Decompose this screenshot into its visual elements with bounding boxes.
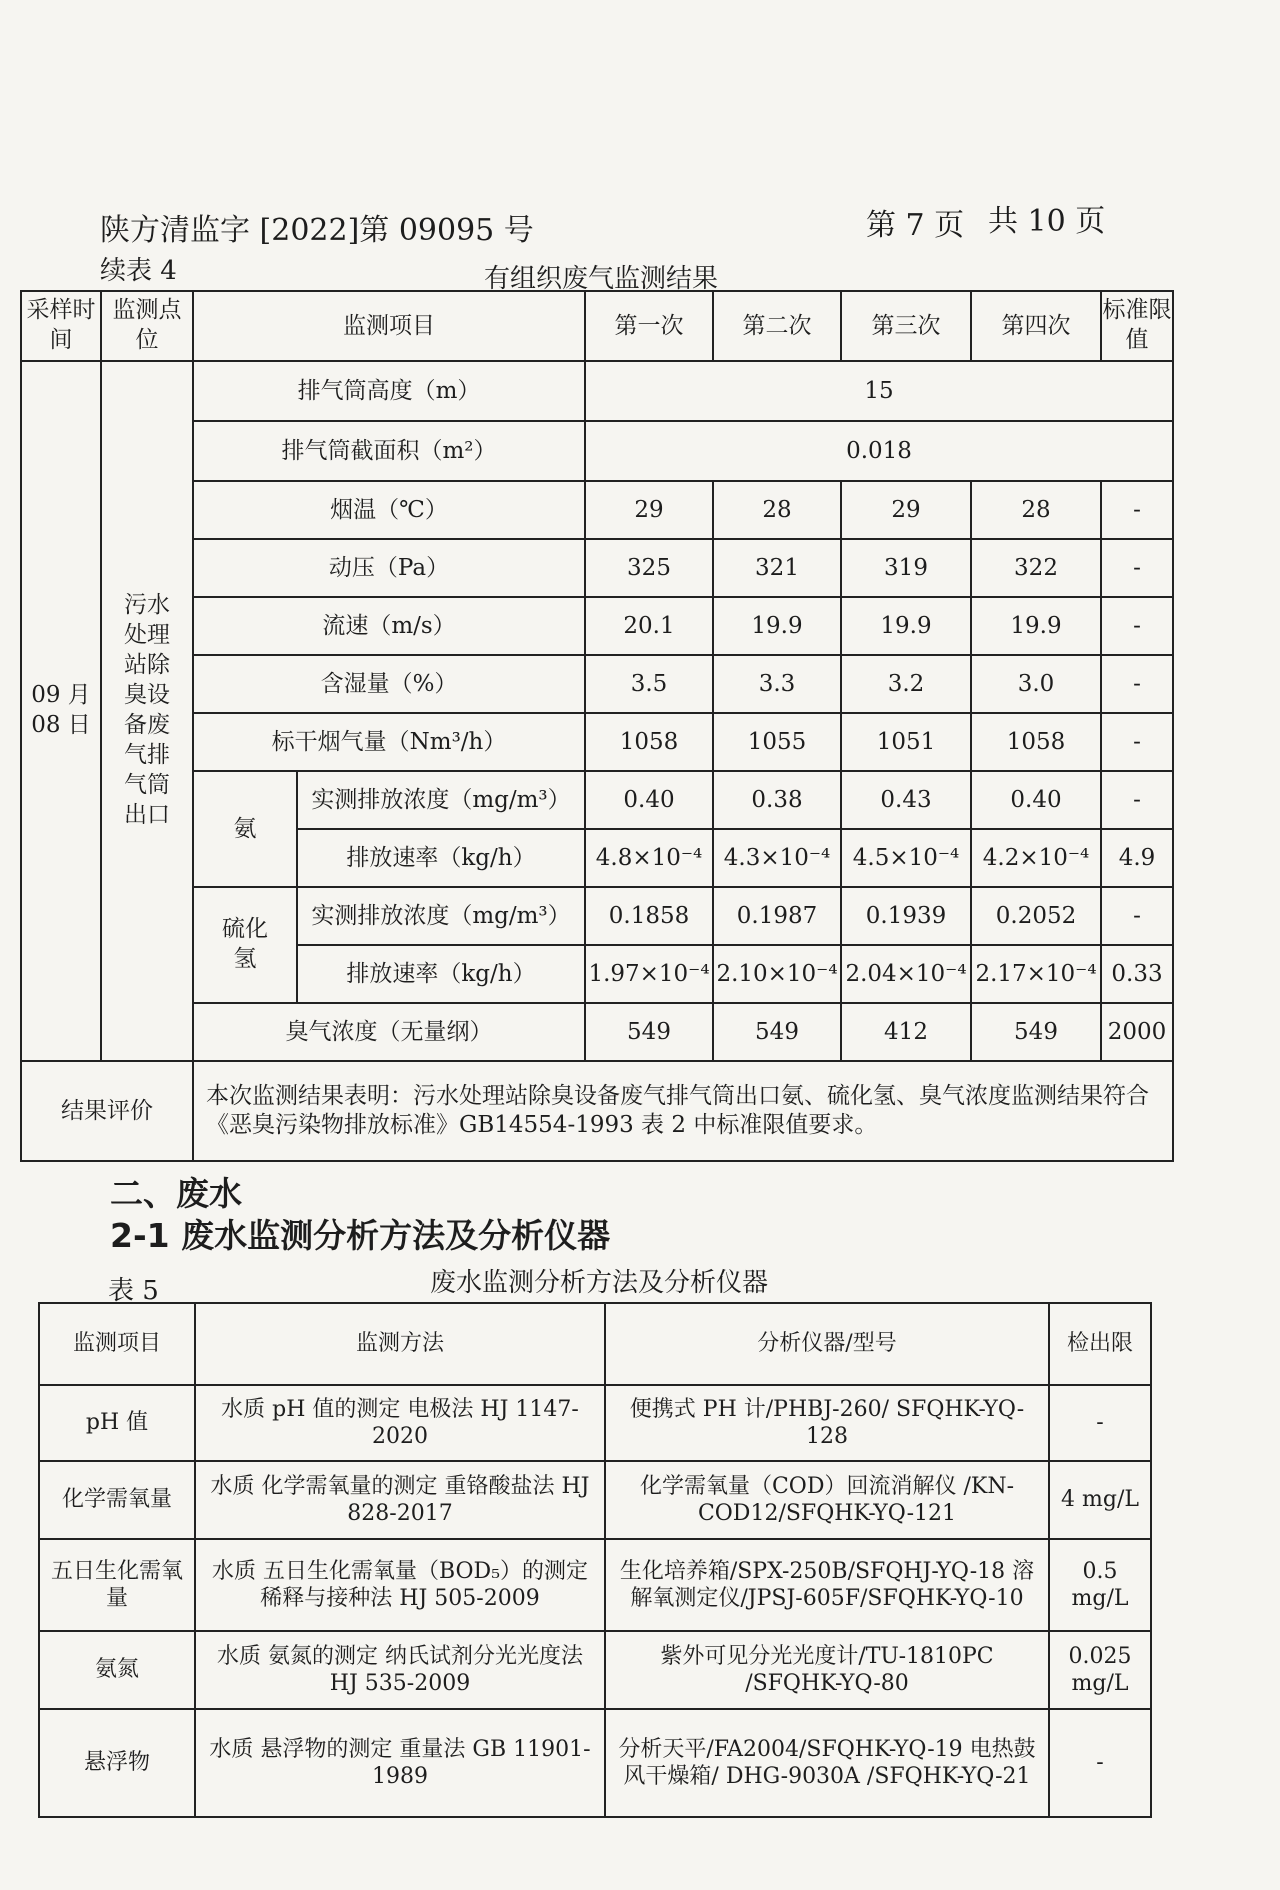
table4-title: 有组织废气监测结果 bbox=[484, 264, 719, 294]
row-label: 排气筒截面积（m²） bbox=[193, 421, 585, 481]
cell: - bbox=[1101, 713, 1173, 771]
cell-item: pH 值 bbox=[39, 1385, 195, 1461]
header-run2: 第二次 bbox=[713, 291, 841, 361]
cell-instrument: 生化培养箱/SPX-250B/SFQHJ-YQ-18 溶解氧测定仪/JPSJ-605F/SFQHK-YQ-10 bbox=[605, 1539, 1049, 1631]
cell: 29 bbox=[585, 481, 713, 539]
cell: 1051 bbox=[841, 713, 971, 771]
table-row bbox=[21, 481, 1173, 539]
header-monitor-point: 监测点位 bbox=[101, 291, 193, 361]
cell: 0.1987 bbox=[713, 887, 841, 945]
sample-date: 09 月 08 日 bbox=[21, 361, 101, 1061]
row-value: 15 bbox=[585, 361, 1173, 421]
cell: - bbox=[1101, 655, 1173, 713]
cell: 3.5 bbox=[585, 655, 713, 713]
conclusion-row bbox=[21, 1061, 1173, 1161]
header-instrument: 分析仪器/型号 bbox=[605, 1303, 1049, 1385]
cell: 4.2×10⁻⁴ bbox=[971, 829, 1101, 887]
cell: 322 bbox=[971, 539, 1101, 597]
table-row bbox=[21, 597, 1173, 655]
cell-method: 水质 悬浮物的测定 重量法 GB 11901-1989 bbox=[195, 1709, 605, 1817]
cell: - bbox=[1101, 597, 1173, 655]
cell-instrument: 化学需氧量（COD）回流消解仪 /KN-COD12/SFQHK-YQ-121 bbox=[605, 1461, 1049, 1539]
row-value: 0.018 bbox=[585, 421, 1173, 481]
cell: 321 bbox=[713, 539, 841, 597]
cell-method: 水质 化学需氧量的测定 重铬酸盐法 HJ 828-2017 bbox=[195, 1461, 605, 1539]
cell: 20.1 bbox=[585, 597, 713, 655]
header-limit: 标准限值 bbox=[1101, 291, 1173, 361]
row-label: 排气筒高度（m） bbox=[193, 361, 585, 421]
table-row bbox=[39, 1631, 1151, 1709]
table-row bbox=[21, 713, 1173, 771]
row-label: 标干烟气量（Nm³/h） bbox=[193, 713, 585, 771]
cell-limit: - bbox=[1049, 1709, 1151, 1817]
conclusion-label: 结果评价 bbox=[21, 1061, 193, 1161]
cell: 19.9 bbox=[713, 597, 841, 655]
cell: 0.40 bbox=[585, 771, 713, 829]
table-row bbox=[21, 771, 1173, 829]
cell: 0.43 bbox=[841, 771, 971, 829]
cell: 3.2 bbox=[841, 655, 971, 713]
cell-limit: - bbox=[1049, 1385, 1151, 1461]
pollutant-ammonia: 氨 bbox=[193, 771, 297, 887]
cell: 28 bbox=[713, 481, 841, 539]
cell-item: 化学需氧量 bbox=[39, 1461, 195, 1539]
table-row bbox=[21, 361, 1173, 421]
row-label: 排放速率（kg/h） bbox=[297, 945, 585, 1003]
cell-item: 悬浮物 bbox=[39, 1709, 195, 1817]
cell: 19.9 bbox=[971, 597, 1101, 655]
cell: 4.8×10⁻⁴ bbox=[585, 829, 713, 887]
cell: 549 bbox=[713, 1003, 841, 1061]
table-row bbox=[39, 1461, 1151, 1539]
cell-method: 水质 五日生化需氧量（BOD₅）的测定稀释与接种法 HJ 505-2009 bbox=[195, 1539, 605, 1631]
table-row bbox=[21, 539, 1173, 597]
table4-label: 续表 4 bbox=[100, 256, 177, 286]
table-row bbox=[39, 1709, 1151, 1817]
table-row bbox=[21, 887, 1173, 945]
monitor-point: 污水处理站除臭设备废气排气筒出口 bbox=[101, 361, 193, 1061]
table5-label: 表 5 bbox=[108, 1276, 159, 1306]
cell: 19.9 bbox=[841, 597, 971, 655]
cell: 549 bbox=[585, 1003, 713, 1061]
table-header-row bbox=[21, 291, 1173, 361]
cell-method: 水质 pH 值的测定 电极法 HJ 1147-2020 bbox=[195, 1385, 605, 1461]
cell: 2.04×10⁻⁴ bbox=[841, 945, 971, 1003]
page-total: 共 10 页 bbox=[988, 204, 1106, 239]
cell: 0.2052 bbox=[971, 887, 1101, 945]
cell: 3.0 bbox=[971, 655, 1101, 713]
section-subtitle: 2-1 废水监测分析方法及分析仪器 bbox=[110, 1216, 611, 1255]
row-label: 含湿量（%） bbox=[193, 655, 585, 713]
cell-method: 水质 氨氮的测定 纳氏试剂分光光度法 HJ 535-2009 bbox=[195, 1631, 605, 1709]
cell: 4.9 bbox=[1101, 829, 1173, 887]
row-label: 动压（Pa） bbox=[193, 539, 585, 597]
table-row bbox=[21, 1003, 1173, 1061]
cell: 319 bbox=[841, 539, 971, 597]
cell: 2000 bbox=[1101, 1003, 1173, 1061]
cell-instrument: 分析天平/FA2004/SFQHK-YQ-19 电热鼓风干燥箱/ DHG-9030A /SFQHK-YQ-21 bbox=[605, 1709, 1049, 1817]
row-label: 实测排放浓度（mg/m³） bbox=[297, 887, 585, 945]
cell: 1058 bbox=[971, 713, 1101, 771]
pollutant-h2s: 硫化氢 bbox=[193, 887, 297, 1003]
cell: 412 bbox=[841, 1003, 971, 1061]
header-detection-limit: 检出限 bbox=[1049, 1303, 1151, 1385]
cell-instrument: 紫外可见分光光度计/TU-1810PC /SFQHK-YQ-80 bbox=[605, 1631, 1049, 1709]
cell: 3.3 bbox=[713, 655, 841, 713]
row-label: 烟温（℃） bbox=[193, 481, 585, 539]
header-item: 监测项目 bbox=[193, 291, 585, 361]
cell: 1055 bbox=[713, 713, 841, 771]
cell: 28 bbox=[971, 481, 1101, 539]
cell: 4.3×10⁻⁴ bbox=[713, 829, 841, 887]
table5-title: 废水监测分析方法及分析仪器 bbox=[430, 1268, 769, 1298]
cell: 4.5×10⁻⁴ bbox=[841, 829, 971, 887]
cell: 0.38 bbox=[713, 771, 841, 829]
cell: 325 bbox=[585, 539, 713, 597]
cell-item: 五日生化需氧量 bbox=[39, 1539, 195, 1631]
cell-limit: 0.025 mg/L bbox=[1049, 1631, 1151, 1709]
cell: - bbox=[1101, 771, 1173, 829]
row-label: 臭气浓度（无量纲） bbox=[193, 1003, 585, 1061]
header-method: 监测方法 bbox=[195, 1303, 605, 1385]
table-row bbox=[21, 655, 1173, 713]
page-number: 第 7 页 bbox=[866, 208, 965, 243]
header-run1: 第一次 bbox=[585, 291, 713, 361]
cell: 2.10×10⁻⁴ bbox=[713, 945, 841, 1003]
header-run3: 第三次 bbox=[841, 291, 971, 361]
wastewater-method-table bbox=[38, 1302, 1152, 1818]
cell: 0.1939 bbox=[841, 887, 971, 945]
cell: 1.97×10⁻⁴ bbox=[585, 945, 713, 1003]
cell-item: 氨氮 bbox=[39, 1631, 195, 1709]
doc-number: 陕方清监字 [2022]第 09095 号 bbox=[100, 213, 534, 248]
cell-instrument: 便携式 PH 计/PHBJ-260/ SFQHK-YQ-128 bbox=[605, 1385, 1049, 1461]
table-row bbox=[21, 421, 1173, 481]
cell: 1058 bbox=[585, 713, 713, 771]
conclusion-text: 本次监测结果表明：污水处理站除臭设备废气排气筒出口氨、硫化氢、臭气浓度监测结果符合《恶臭污染物排放标准》GB14554-1993 表 2 中标准限值要求。 bbox=[193, 1061, 1173, 1161]
row-label: 排放速率（kg/h） bbox=[297, 829, 585, 887]
header-run4: 第四次 bbox=[971, 291, 1101, 361]
table-header-row bbox=[39, 1303, 1151, 1385]
table-row bbox=[39, 1539, 1151, 1631]
cell: 0.40 bbox=[971, 771, 1101, 829]
cell: 549 bbox=[971, 1003, 1101, 1061]
cell-limit: 4 mg/L bbox=[1049, 1461, 1151, 1539]
cell: - bbox=[1101, 481, 1173, 539]
table-row bbox=[39, 1385, 1151, 1461]
row-label: 实测排放浓度（mg/m³） bbox=[297, 771, 585, 829]
header-item: 监测项目 bbox=[39, 1303, 195, 1385]
row-label: 流速（m/s） bbox=[193, 597, 585, 655]
cell: 29 bbox=[841, 481, 971, 539]
cell: 0.1858 bbox=[585, 887, 713, 945]
cell: 0.33 bbox=[1101, 945, 1173, 1003]
cell: 2.17×10⁻⁴ bbox=[971, 945, 1101, 1003]
section-title: 二、废水 bbox=[110, 1174, 242, 1213]
header-sample-time: 采样时间 bbox=[21, 291, 101, 361]
cell: - bbox=[1101, 539, 1173, 597]
cell: - bbox=[1101, 887, 1173, 945]
emission-results-table bbox=[20, 290, 1174, 1162]
cell-limit: 0.5 mg/L bbox=[1049, 1539, 1151, 1631]
